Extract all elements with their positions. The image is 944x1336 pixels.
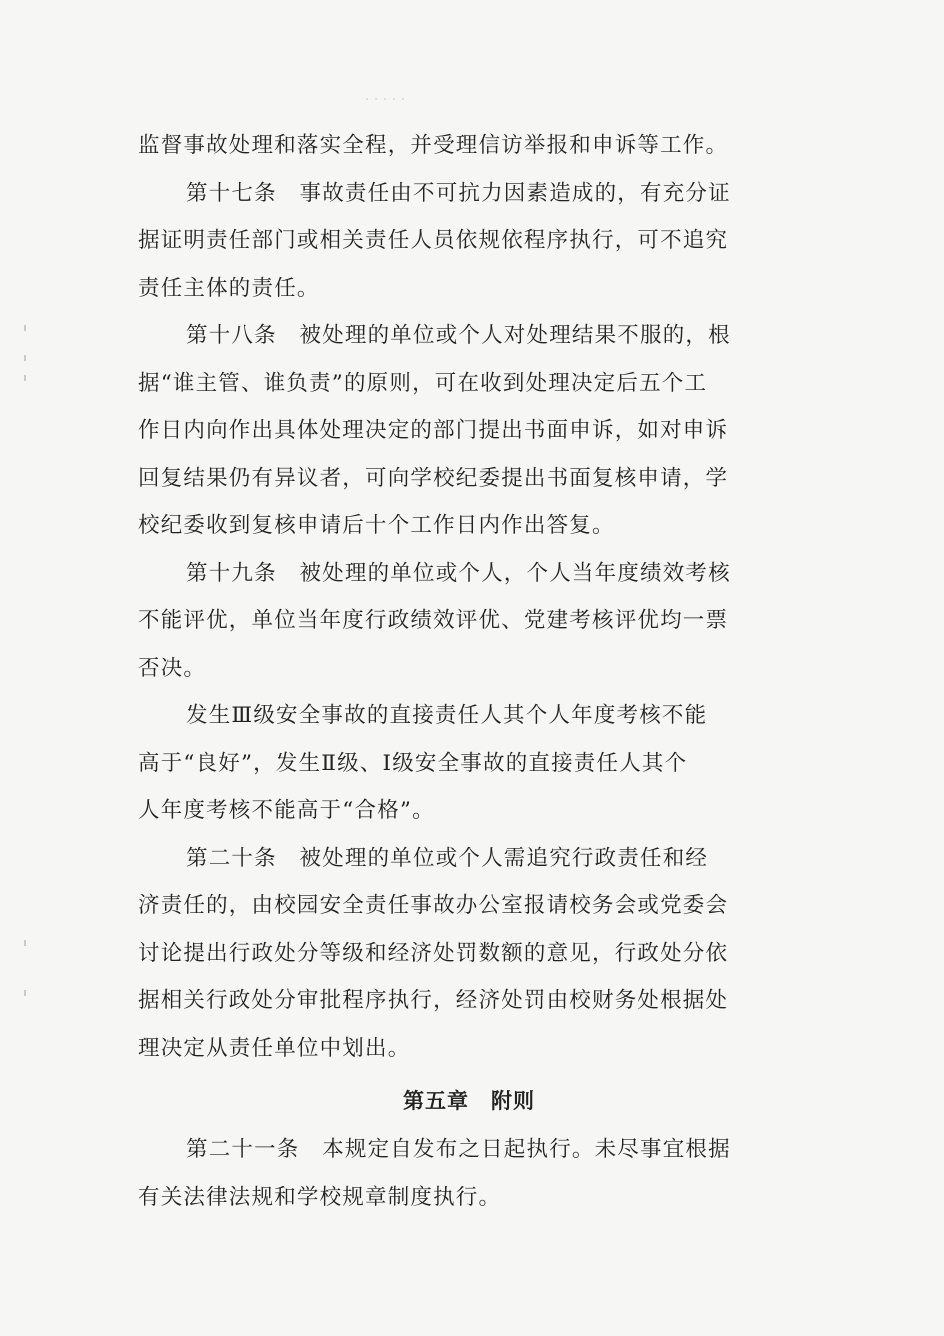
text-line: 第十七条 事故责任由不可抗力因素造成的，有充分证	[186, 180, 731, 206]
chapter-title: 附则	[491, 1089, 535, 1113]
text-line: 第二十条 被处理的单位或个人需追究行政责任和经	[186, 845, 709, 871]
scan-artifact	[24, 940, 26, 946]
text-line: 第十九条 被处理的单位或个人，个人当年度绩效考核	[186, 560, 731, 586]
text-line: 否决。	[138, 655, 207, 681]
text-line: 据相关行政处分审批程序执行，经济处罚由校财务处根据处	[138, 988, 729, 1013]
text-line: 人年度考核不能高于“合格”。	[138, 798, 435, 823]
text-line: 校纪委收到复核申请后十个工作日内作出答复。	[138, 513, 615, 538]
text-line: 济责任的，由校园安全责任事故办公室报请校务会或党委会	[138, 893, 729, 918]
text-line: 第十八条 被处理的单位或个人对处理结果不服的，根	[186, 323, 731, 348]
scan-artifact	[24, 325, 26, 331]
text-line: 作日内向作出具体处理决定的部门提出书面申诉，如对申诉	[138, 418, 729, 443]
text-line: 不能评优，单位当年度行政绩效评优、党建考核评优均一票	[138, 608, 729, 633]
scan-artifact	[24, 355, 26, 361]
scan-artifact	[24, 375, 26, 381]
chapter-heading	[138, 1078, 800, 1126]
scan-artifact	[24, 990, 26, 996]
text-line: 回复结果仍有异议者，可向学校纪委提出书面复核申请，学	[138, 465, 729, 491]
text-line: 据证明责任部门或相关责任人员依规依程序执行，可不追究	[138, 228, 729, 253]
text-line: 高于“良好”，发生Ⅱ级、Ⅰ级安全事故的直接责任人其个	[138, 750, 688, 776]
text-line: 据“谁主管、谁负责”的原则，可在收到处理决定后五个工	[138, 370, 708, 396]
chapter-number: 第五章	[403, 1089, 469, 1113]
text-line: 理决定从责任单位中划出。	[138, 1035, 411, 1061]
text-line: 监督事故处理和落实全程，并受理信访举报和申诉等工作。	[138, 133, 729, 158]
body-text	[138, 122, 800, 1072]
final-article	[138, 1126, 800, 1221]
text-line: 讨论提出行政处分等级和经济处罚数额的意见，行政处分依	[138, 940, 729, 966]
text-line: 责任主体的责任。	[138, 275, 320, 301]
text-line: 第二十一条 本规定自发布之日起执行。未尽事宜根据	[186, 1137, 731, 1162]
text-line: 有关法律法规和学校规章制度执行。	[138, 1184, 502, 1210]
scan-artifact: · · · · ·	[365, 92, 406, 108]
text-line: 发生Ⅲ级安全事故的直接责任人其个人年度考核不能	[186, 703, 708, 728]
